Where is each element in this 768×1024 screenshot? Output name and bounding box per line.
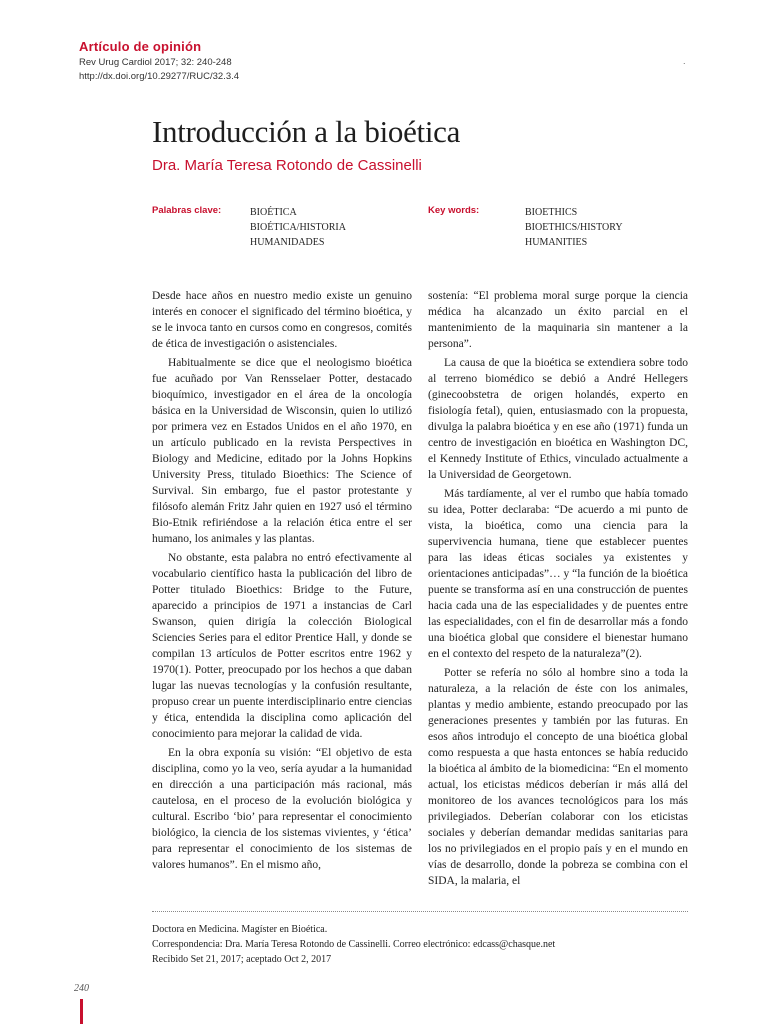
received-date-note: Recibido Set 21, 2017; aceptado Oct 2, 2017 <box>152 954 332 965</box>
keyword-item: BIOETHICS/HISTORY <box>525 222 623 233</box>
body-paragraph: Desde hace años en nuestro medio existe un genuino interés en conocer el significado del término bioética, y se le invoca tanto en cursos como en congresos, comités de ética de investigación o asistenciales. <box>152 290 412 350</box>
keyword-item: BIOETHICS <box>525 207 578 218</box>
keywords-list-en <box>525 205 623 250</box>
body-paragraph: Potter se refería no sólo al hombre sino a toda la naturaleza, a la relación de éste con los animales, plantas y medio ambiente, estando preocupado por las generaciones presentes y también por las futuras. En esos años introdujo el concepto de una bioética global como respuesta a que hasta entonces se había reducido la bioética al ámbito de la biomedicina: “En el momento actual, los eticistas médicos deberían ir más allá del monitoreo de los avances tecnológicos para los más privilegiados. Deberían colaborar con los eticistas sociales y deberían demandar medidas sanitarias para los no privilegiados en el propio país y en el mundo en vías de desarrollo, donde la pobreza se combina con el SIDA, la malaria, el <box>428 667 688 887</box>
author-affiliation: Doctora en Medicina. Magíster en Bioética. <box>152 924 328 935</box>
keyword-item: HUMANIDADES <box>250 237 325 248</box>
keyword-item: BIOÉTICA/HISTORIA <box>250 222 346 233</box>
doi-link[interactable]: http://dx.doi.org/10.29277/RUC/32.3.4 <box>79 71 240 82</box>
body-paragraph: La causa de que la bioética se extendiera sobre todo al terreno biomédico se debió a André Hellegers (ginecoobstetra de origen holandés, experto en fisiología fetal), quien, entusiasmado con la propuesta, divulga la palabra bioética y en ese año (1971) funda un centro de investigación en bioética en Washington DC, el Kennedy Institute of Ethics, vinculado actualmente a la Universidad de Georgetown. <box>428 357 688 481</box>
keywords-list-es <box>250 205 346 250</box>
article-author: Dra. María Teresa Rotondo de Cassinelli <box>152 157 422 174</box>
body-paragraph: Habitualmente se dice que el neologismo bioética fue acuñado por Van Rensselaer Potter, destacado bioquímico, investigador en el área de la oncología básica en la Universidad de Wisconsin, quien lo utilizó por primera vez en Estados Unidos en el año 1970, en un artículo publicado en la revista Perspectives in Biology and Medicine, editado por la Johns Hopkins University Press, titulado Bioethics: The Science of Survival. Sin embargo, fue el pastor protestante y filósofo alemán Fritz Jahr quien en 1927 usó el término Bio-Etnik refiriéndose a la relación ética entre el ser humano, los animales y las plantas. <box>152 357 412 545</box>
article-header <box>79 39 239 84</box>
body-paragraph: En la obra exponía su visión: “El objetivo de esta disciplina, como yo la veo, sería ayudar a la humanidad en dirección a una participación más racional, más cautelosa, en el proceso de la evolución biológica y cultural. Escribo ‘bio’ para representar el conocimiento biológico, la ciencia de los sistemas vivientes, y ‘ética’ para representar el conocimiento de los sistemas de valores humanos”. En el mismo año, <box>152 747 412 871</box>
page-accent-bar <box>80 999 83 1024</box>
corner-mark: . <box>683 56 686 66</box>
journal-citation: Rev Urug Cardiol 2017; 32: 240-248 <box>79 57 232 68</box>
body-paragraph: sostenía: “El problema moral surge porque la ciencia médica ha alcanzado un éxito parcial en el mantenimiento de la maquinaria sin mantener a la persona”. <box>428 290 688 350</box>
page-number: 240 <box>74 983 89 994</box>
footnotes <box>152 922 692 967</box>
keywords-label-en: Key words: <box>428 205 480 216</box>
keyword-item: BIOÉTICA <box>250 207 297 218</box>
body-column-left <box>152 288 412 876</box>
body-column-right <box>428 288 688 892</box>
section-label: Artículo de opinión <box>79 39 202 54</box>
body-paragraph: Más tardíamente, al ver el rumbo que había tomado su idea, Potter declaraba: “De acuerdo a mi punto de vista, la bioética, como una ciencia para la supervivencia humana, tiene que establecer puentes para las ideas éticas sociales ya existentes y orientaciones anticipadas”… y “la función de la bioética puente se transforma así en una construcción de puentes hacia cada una de las especialidades y de puentes entre las especialidades, con el fin de desarrollar más a fondo una bioética global que considere el bienestar humano en el contexto del respeto de la naturaleza”(2). <box>428 488 688 660</box>
keyword-item: HUMANITIES <box>525 237 588 248</box>
keywords-label-es: Palabras clave: <box>152 205 222 216</box>
body-paragraph: No obstante, esta palabra no entró efectivamente al vocabulario científico hasta la publicación del libro de Potter titulado Bioethics: Bridge to the Future, aparecido a principios de 1971 a instancias de Carl Swanson, quien dirigía la colección Biological Sciencies Series para el editor Prentice Hall, y donde se compilan 13 artículos de Potter escritos entre 1962 y 1970(1). Potter, preocupado por los hechos a que daban lugar las nuevas tecnologías y la confusión resultante, propuso crear un puente interdisciplinario entre ciencias y ética, entendida la disciplina como aplicación del conocimiento para mejorar la calidad de vida. <box>152 552 412 740</box>
footnote-divider <box>152 911 688 912</box>
article-title: Introducción a la bioética <box>152 114 461 149</box>
correspondence-note: Correspondencia: Dra. María Teresa Rotondo de Cassinelli. Correo electrónico: edcass@chasque.net <box>152 939 556 950</box>
